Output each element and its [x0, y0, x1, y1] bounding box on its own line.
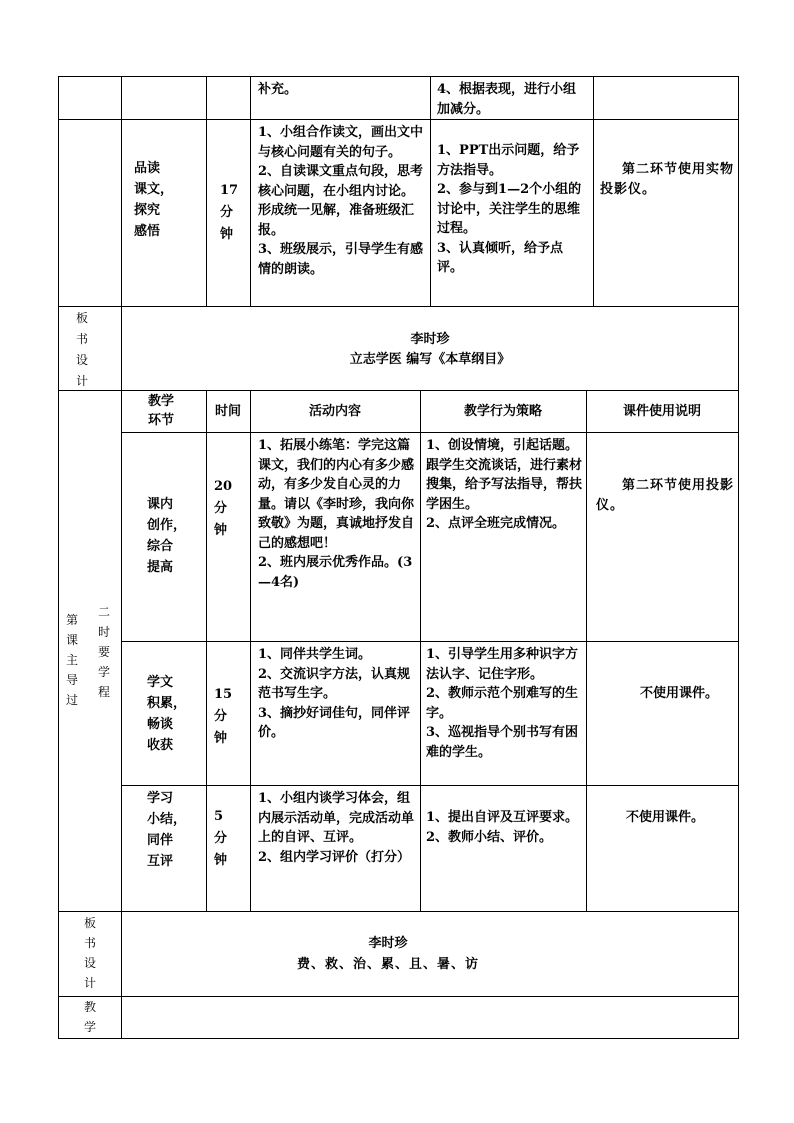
row2-activity-item: 2、交流识字方法，认真规范书写生字。 — [258, 666, 411, 701]
read-activity-item: 2、自读课文重点句段，思考核心问题，在小组内讨论。形成统一见解，准备班级汇报。 — [258, 164, 424, 238]
row2-activity-item: 3、摘抄好词佳句，同伴评价。 — [258, 705, 411, 740]
board2-label-char: 书 — [83, 936, 96, 950]
row3-strategy-item: 1、提出自评及互评要求。 — [426, 810, 579, 825]
row1-time — [214, 476, 244, 542]
row3-activity-item: 2、组内学习评价（打分） — [258, 849, 411, 865]
row2-stage-line: 积累， — [147, 696, 187, 711]
teach-label-char: 教 — [83, 1000, 96, 1014]
read-stage-line: 课文， — [134, 182, 174, 197]
row1-strategy-item: 1、创设情境，引起话题。跟学生交流谈话，进行素材搜集，给予写法指导，帮扶学困生。 — [426, 438, 583, 512]
row1-courseware: 第二环节使用投影仪。 — [596, 478, 735, 513]
row1-activity — [258, 436, 414, 592]
header-activity: 活动内容 — [308, 404, 361, 419]
side-label-char: 二 — [97, 605, 110, 619]
board1-label-char: 书 — [75, 332, 88, 346]
side-label-char: 程 — [97, 685, 110, 699]
row2-strategy — [426, 645, 584, 762]
side-label-char: 主 — [65, 653, 78, 667]
row2-courseware: 不使用课件。 — [640, 686, 719, 701]
board2-label-char: 计 — [83, 976, 96, 990]
header-courseware: 课件使用说明 — [622, 404, 701, 419]
row1-stage-line: 课内 — [147, 497, 174, 512]
read-strategy — [437, 141, 589, 278]
row-top-strategy: 4、根据表现，进行小组加减分。 — [437, 82, 577, 117]
row1-strategy — [426, 436, 582, 534]
row2-time-line: 15 — [214, 687, 233, 702]
row1-strategy-item: 2、点评全班完成情况。 — [426, 516, 566, 531]
board1-label — [72, 308, 92, 392]
row3-time — [214, 806, 244, 872]
board1-label-char: 板 — [75, 311, 88, 325]
row3-time-line: 5 — [214, 809, 224, 824]
side-label-char: 过 — [65, 693, 78, 707]
teach-label — [80, 997, 100, 1037]
row2-activity — [258, 645, 414, 743]
row1-stage-line: 提高 — [147, 560, 174, 575]
row2-time-line: 分 — [214, 709, 228, 724]
row3-courseware: 不使用课件。 — [626, 810, 705, 825]
row2-time — [214, 684, 244, 750]
row2-strategy-item: 3、巡视指导个别书写有困难的学生。 — [426, 725, 579, 760]
board1-label-char: 计 — [75, 374, 88, 388]
row1-time-line: 钟 — [214, 523, 228, 538]
read-stage-line: 探究 — [134, 203, 161, 218]
board2-content: 费、救、治、累、且、暑、访 — [296, 957, 479, 972]
read-stage-line: 品读 — [134, 161, 161, 176]
row1-stage-line: 创作， — [147, 518, 187, 533]
row1-activity-item: 1、拓展小练笔：学完这篇课文，我们的内心有多少感动，有多少发自心灵的力量。请以《李时珍，我向你致敬》为题，真诚地抒发自己的感想吧！ — [258, 438, 415, 551]
side-label-char: 导 — [65, 673, 78, 687]
row3-stage — [147, 788, 203, 872]
read-stage — [134, 158, 204, 242]
read-courseware: 第二环节使用实物投影仪。 — [600, 162, 735, 197]
row2-stage-line: 学文 — [147, 675, 174, 690]
row1-activity-item: 2、班内展示优秀作品。(3—4名) — [258, 555, 413, 590]
row2-stage-line: 收获 — [147, 738, 174, 753]
read-strategy-item: 1、PPT出示问题，给予方法指导。 — [437, 143, 580, 178]
row1-stage — [147, 494, 203, 578]
row1-stage-line: 综合 — [147, 539, 174, 554]
board2-title: 李时珍 — [368, 936, 408, 951]
row2-stage-line: 畅谈 — [147, 717, 174, 732]
read-time-line: 钟 — [220, 227, 234, 242]
read-strategy-item: 2、参与到1—2个小组的讨论中，关注学生的思维过程。 — [437, 182, 582, 236]
teach-label-char: 学 — [83, 1020, 96, 1034]
board1-label-char: 设 — [75, 353, 88, 367]
board1-title: 李时珍 — [410, 332, 450, 347]
row3-activity-item: 1、小组内谈学习体会，组内展示活动单，完成活动单上的自评、互评。 — [258, 791, 415, 845]
row3-strategy — [426, 808, 582, 847]
row1-time-line: 分 — [214, 501, 228, 516]
side-label-char: 第 — [65, 613, 78, 627]
read-time — [220, 180, 246, 246]
row2-strategy-item: 1、引导学生用多种识字方法认字、记住字形。 — [426, 647, 579, 682]
row3-activity — [258, 789, 414, 867]
row2-activity-item: 1、同伴共学生词。 — [258, 647, 372, 662]
side-label-char: 学 — [97, 665, 110, 679]
row3-time-line: 分 — [214, 831, 228, 846]
row1-time-line: 20 — [214, 479, 233, 494]
header-time: 时间 — [214, 404, 241, 419]
header-strategy: 教学行为策略 — [463, 404, 542, 419]
header-stage: 教学环节 — [148, 394, 175, 428]
side-label-left — [64, 610, 80, 710]
read-activity-item: 3、班级展示，引导学生有感情的朗读。 — [258, 242, 424, 277]
row3-stage-line: 同伴 — [147, 833, 174, 848]
row3-strategy-item: 2、教师小结、评价。 — [426, 829, 553, 845]
board2-label — [80, 913, 100, 993]
row3-stage-line: 互评 — [147, 854, 174, 869]
read-time-line: 分 — [220, 205, 234, 220]
side-label-char: 时 — [97, 625, 110, 639]
read-activity-item: 1、小组合作读文，画出文中与核心问题有关的句子。 — [258, 125, 424, 160]
side-label-right — [96, 602, 112, 702]
board2-label-char: 设 — [83, 956, 96, 970]
row-top-activity: 补充。 — [258, 82, 298, 97]
read-activity — [258, 123, 426, 279]
read-strategy-item: 3、认真倾听，给予点评。 — [437, 240, 564, 275]
row3-time-line: 钟 — [214, 853, 228, 868]
read-time-line: 17 — [220, 183, 239, 198]
board2-label-char: 板 — [83, 916, 96, 930]
read-stage-line: 感悟 — [134, 224, 161, 239]
row2-stage — [147, 672, 203, 756]
row3-stage-line: 学习 — [147, 791, 174, 806]
board1-content: 立志学医 编写《本草纲目》 — [349, 352, 511, 367]
side-label-char: 要 — [97, 645, 110, 659]
row2-strategy-item: 2、教师示范个别难写的生字。 — [426, 686, 579, 721]
side-label-char: 课 — [65, 633, 78, 647]
row3-stage-line: 小结， — [147, 812, 187, 827]
row2-time-line: 钟 — [214, 731, 228, 746]
